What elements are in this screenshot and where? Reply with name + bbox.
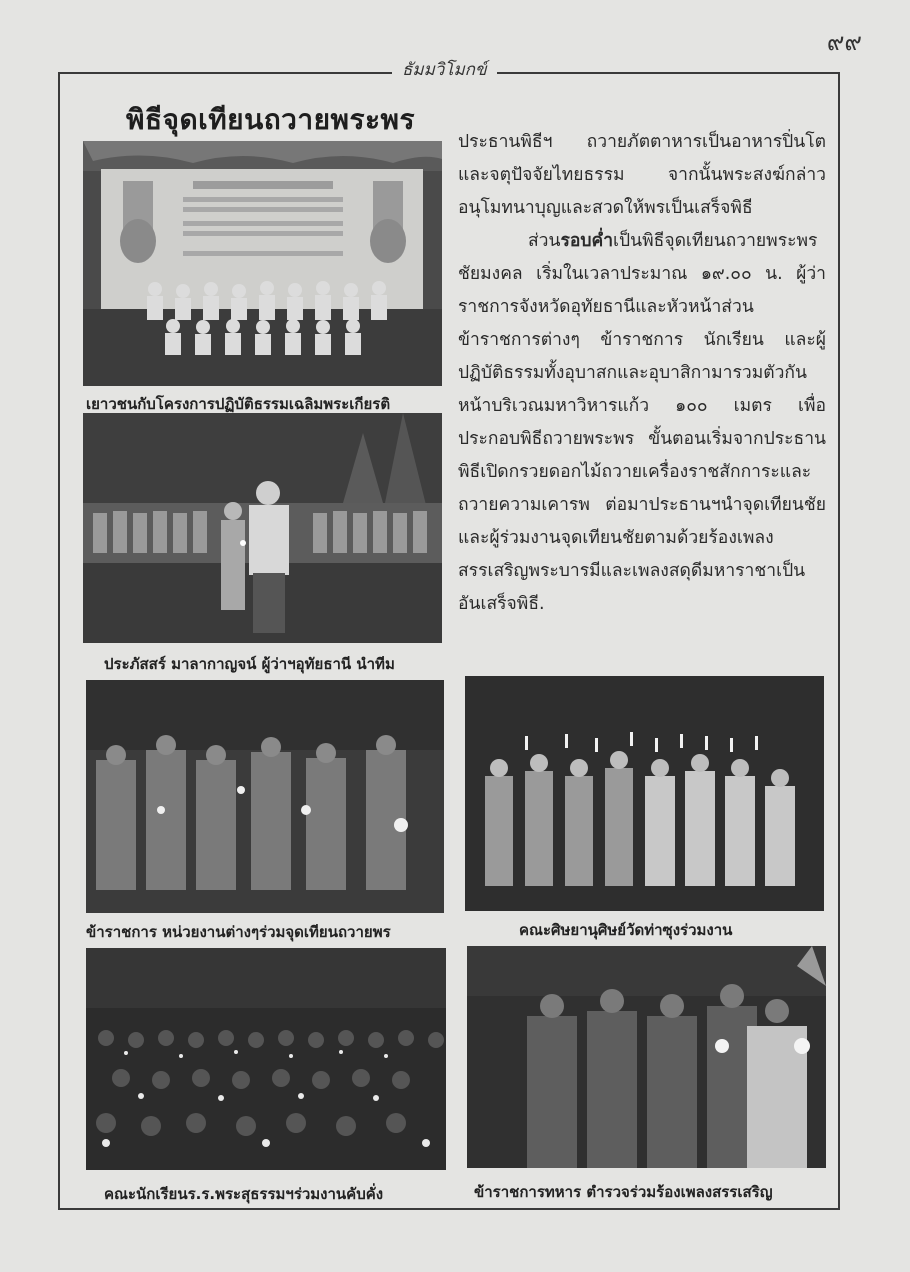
photo-disciples-candles-icon (465, 676, 824, 911)
body-paragraph-1: ประธานพิธีฯ ถวายภัตตาหารเป็นอาหารปิ่นโต และจตุปัจจัยไทยธรรม จากนั้นพระสงฆ์กล่าวอนุโมทนาบุญและสวดให้พรเป็นเสร็จพิธี (458, 132, 826, 218)
photo-soldiers (467, 946, 826, 1168)
body-paragraph-2 (458, 225, 826, 621)
photo-officials (86, 680, 444, 913)
body-para2-bold: รอบค่ำ (560, 231, 614, 251)
caption-soldiers: ข้าราชการทหาร ตำรวจร่วมร้องเพลงสรรเสริญ (474, 1183, 773, 1201)
caption-disciples: คณะศิษยานุศิษย์วัดท่าซุงร่วมงาน (519, 921, 733, 939)
caption-students: คณะนักเรียนร.ร.พระสุธรรมฯร่วมงานคับคั่ง (104, 1185, 384, 1203)
photo-students-on-stage-icon (83, 141, 442, 386)
caption-stage: เยาวชนกับโครงการปฏิบัติธรรมเฉลิมพระเกียรติ (86, 395, 391, 413)
caption-governor: ประภัสสร์ มาลากาญจน์ ผู้ว่าฯอุทัยธานี นำทีม (104, 655, 395, 673)
running-head: ธัมมวิโมกข์ (392, 56, 497, 83)
article-title: พิธีจุดเทียนถวายพระพร (126, 103, 416, 136)
photo-students-crowd-icon (86, 948, 446, 1170)
photo-disciples (465, 676, 824, 911)
photo-governor-candle-icon (83, 413, 442, 643)
photo-soldiers-police-icon (467, 946, 826, 1168)
photo-students (86, 948, 446, 1170)
body-para2-rest: เป็นพิธีจุดเทียนถวายพระพรชัยมงคล เริ่มในเวลาประมาณ ๑๙.๐๐ น. ผู้ว่าราชการจังหวัดอุทัยธานีและหัวหน้าส่วนข้าราชการต่างๆ ข้าราชการ นักเรียน และผู้ปฏิบัติธรรมทั้งอุบาสกและอุบาสิกามารวมตัวกัน หน้าบริเวณมหาวิหารแก้ว ๑๐๐ เมตร เพื่อประกอบพิธีถวายพระพร ขั้นตอนเริ่มจากประธานพิธีเปิดกรวยดอกไม้ถวายเครื่องราชสักการะและถวายความเคารพ ต่อมาประธานฯนำจุดเทียนชัยและผู้ร่วมงานจุดเทียนชัยตามด้วยร้องเพลงสรรเสริญพระบารมีและเพลงสดุดีมหาราชาเป็นอันเสร็จพิธี. (458, 231, 826, 614)
photo-stage (83, 141, 442, 386)
photo-governor (83, 413, 442, 643)
body-para2-prefix: ส่วน (528, 231, 561, 251)
page-number: ๙๙ (826, 28, 862, 56)
photo-officials-candles-icon (86, 680, 444, 913)
caption-officials: ข้าราชการ หน่วยงานต่างๆร่วมจุดเทียนถวายพร (86, 923, 391, 941)
article-body (458, 126, 826, 621)
